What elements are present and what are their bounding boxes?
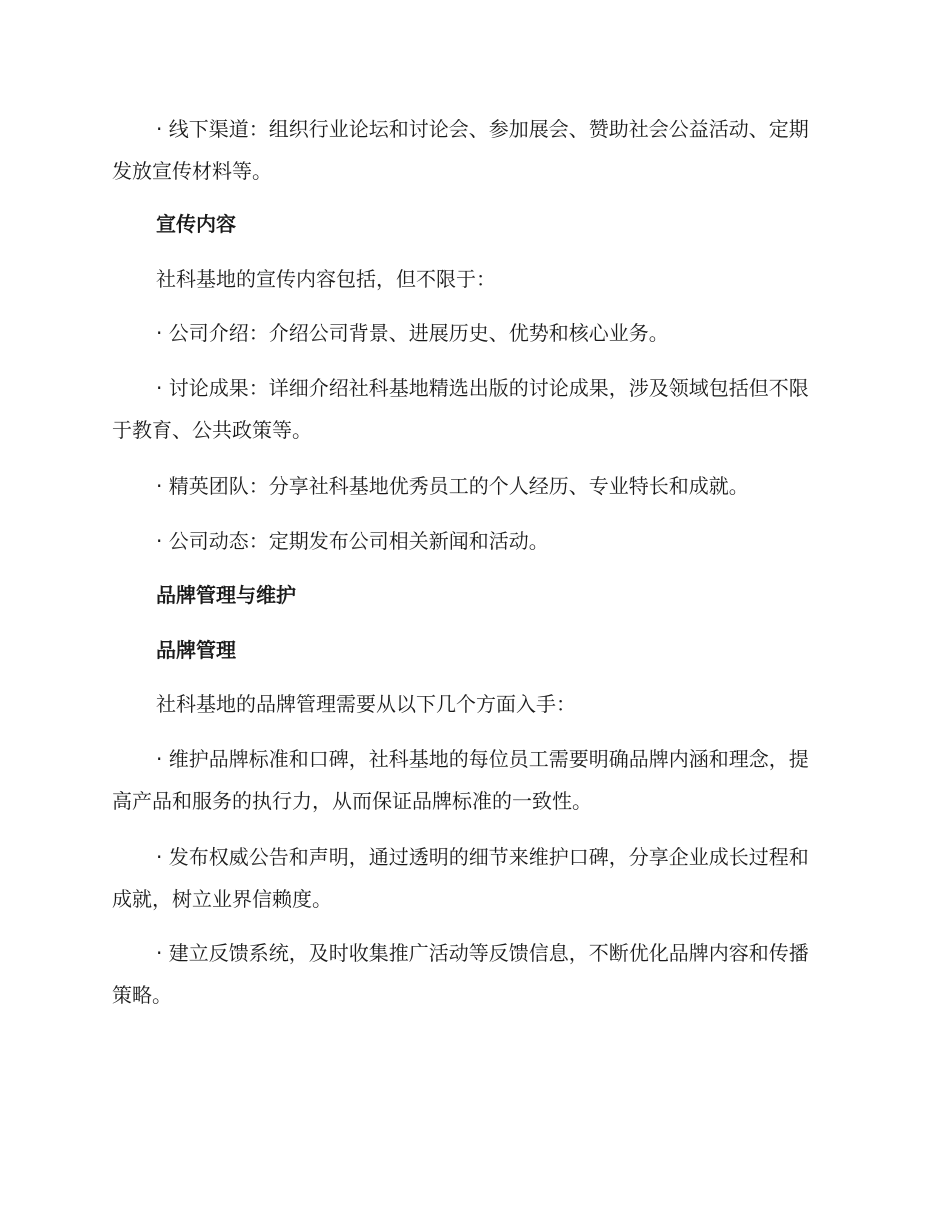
brand-standard-bullet: · 维护品牌标准和口碑，社科基地的每位员工需要明确品牌内涵和理念，提高产品和服务的执行力，从而保证品牌标准的一致性。 [112,747,809,813]
section-heading-brand-management-maintenance: 品牌管理与维护 [156,583,296,607]
offline-channel-paragraph: · 线下渠道：组织行业论坛和讨论会、参加展会、赞助社会公益活动、定期发放宣传材料等。 [112,117,809,183]
research-results-bullet: · 讨论成果：详细介绍社科基地精选出版的讨论成果，涉及领域包括但不限于教育、公共政策等。 [112,376,809,442]
section-heading-promotion-content: 宣传内容 [156,212,236,236]
authoritative-announcement-bullet: · 发布权威公告和声明，通过透明的细节来维护口碑，分享企业成长过程和成就，树立业界信赖度。 [112,845,809,911]
brand-management-intro-paragraph: 社科基地的品牌管理需要从以下几个方面入手： [156,692,576,716]
company-news-bullet: · 公司动态：定期发布公司相关新闻和活动。 [156,529,549,553]
promotion-intro-paragraph: 社科基地的宣传内容包括，但不限于： [156,267,496,291]
feedback-system-bullet: · 建立反馈系统，及时收集推广活动等反馈信息，不断优化品牌内容和传播策略。 [112,941,809,1007]
section-heading-brand-management: 品牌管理 [156,638,236,662]
company-intro-bullet: · 公司介绍：介绍公司背景、进展历史、优势和核心业务。 [156,321,669,345]
elite-team-bullet: · 精英团队：分享社科基地优秀员工的个人经历、专业特长和成就。 [156,474,749,498]
